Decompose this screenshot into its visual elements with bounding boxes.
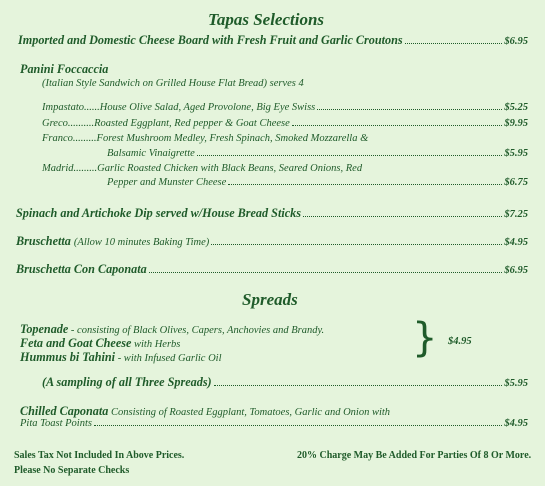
spreads-group-price: $4.95	[448, 336, 472, 347]
panini-subtitle: (Italian Style Sandwich on Grilled House Flat Bread) serves 4	[42, 78, 304, 89]
spinach-dip-item	[16, 206, 528, 221]
item-lead: ..........	[67, 118, 95, 129]
item-desc: - consisting of Black Olives, Capers, Anchovies and Brandy.	[68, 325, 325, 336]
leader-dots	[211, 244, 502, 245]
cheese-board-item	[18, 33, 528, 48]
item-note: (Allow 10 minutes Baking Time)	[73, 237, 210, 248]
panini-item-impastato	[42, 102, 528, 113]
item-price: $6.95	[504, 36, 528, 47]
item-lead: .........	[72, 133, 97, 144]
bruschetta-item	[16, 234, 528, 249]
item-desc-cont: Balsamic Vinaigrette	[107, 148, 195, 159]
leader-dots	[197, 155, 503, 156]
panini-item-franco-line1	[42, 133, 368, 144]
item-desc-cont: Pepper and Munster Cheese	[107, 177, 227, 188]
item-price: $7.25	[504, 209, 528, 220]
spread-item-feta	[20, 336, 180, 351]
tax-note: Sales Tax Not Included In Above Prices.	[14, 450, 185, 461]
panini-item-greco	[42, 118, 528, 129]
item-price: $6.95	[504, 265, 528, 276]
item-lead: ......	[84, 102, 100, 113]
spreads-title: Spreads	[242, 290, 298, 309]
party-note: 20% Charge May Be Added For Parties Of 8 Or More.	[297, 450, 532, 461]
item-name: Imported and Domestic Cheese Board with Fresh Fruit and Garlic Croutons	[18, 33, 403, 47]
chilled-caponata-line2	[20, 418, 528, 429]
item-price: $9.95	[504, 118, 528, 129]
chilled-caponata-line1	[20, 404, 390, 419]
spread-item-hummus	[20, 350, 222, 365]
item-name: Bruschetta Con Caponata	[16, 262, 147, 276]
item-desc: Garlic Roasted Chicken with Black Beans, Seared Onions, Red	[97, 163, 363, 174]
item-name: Chilled Caponata	[20, 404, 109, 418]
item-name: Hummus bi Tahini	[20, 350, 116, 364]
brace-icon: }	[412, 315, 438, 361]
leader-dots	[317, 109, 502, 110]
leader-dots	[292, 125, 503, 126]
item-desc: with Herbs	[131, 339, 181, 350]
item-desc: Consisting of Roasted Eggplant, Tomatoes, Garlic and Onion with	[108, 407, 391, 418]
leader-dots	[94, 425, 502, 426]
item-price: $5.95	[504, 148, 528, 159]
spreads-sampling-item	[42, 375, 528, 390]
panini-item-franco-line2	[107, 148, 528, 159]
leader-dots	[303, 216, 502, 217]
item-name: Impastato	[42, 102, 84, 113]
item-price: $4.95	[504, 237, 528, 248]
panini-item-madrid-line1	[42, 163, 362, 174]
item-desc: House Olive Salad, Aged Provolone, Big Eye Swiss	[99, 102, 316, 113]
item-desc-cont: Pita Toast Points	[20, 418, 92, 429]
item-name: Franco	[42, 133, 73, 144]
tapas-title: Tapas Selections	[208, 10, 325, 29]
item-name: Feta and Goat Cheese	[20, 336, 132, 350]
leader-dots	[228, 184, 502, 185]
item-desc: - with Infused Garlic Oil	[115, 353, 222, 364]
checks-note: Please No Separate Checks	[14, 465, 130, 476]
leader-dots	[405, 43, 503, 44]
panini-title: Panini Foccaccia	[20, 62, 109, 76]
item-price: $6.75	[504, 177, 528, 188]
leader-dots	[149, 272, 503, 273]
item-price: $4.95	[504, 418, 528, 429]
bruschetta-caponata-item	[16, 262, 528, 277]
item-name: Topenade	[20, 322, 69, 336]
item-name: Greco	[42, 118, 68, 129]
leader-dots	[214, 385, 503, 386]
item-name: Bruschetta	[16, 234, 71, 248]
panini-item-madrid-line2	[107, 177, 528, 188]
item-name: (A sampling of all Three Spreads)	[42, 375, 212, 389]
item-price: $5.95	[504, 378, 528, 389]
item-desc: Forest Mushroom Medley, Fresh Spinach, Smoked Mozzarella &	[96, 133, 369, 144]
item-name: Madrid	[42, 163, 74, 174]
item-desc: Roasted Eggplant, Red pepper & Goat Cheese	[94, 118, 290, 129]
item-lead: .........	[73, 163, 98, 174]
item-price: $5.25	[504, 102, 528, 113]
item-name: Spinach and Artichoke Dip served w/House Bread Sticks	[16, 206, 301, 220]
spread-item-topenade	[20, 322, 324, 337]
